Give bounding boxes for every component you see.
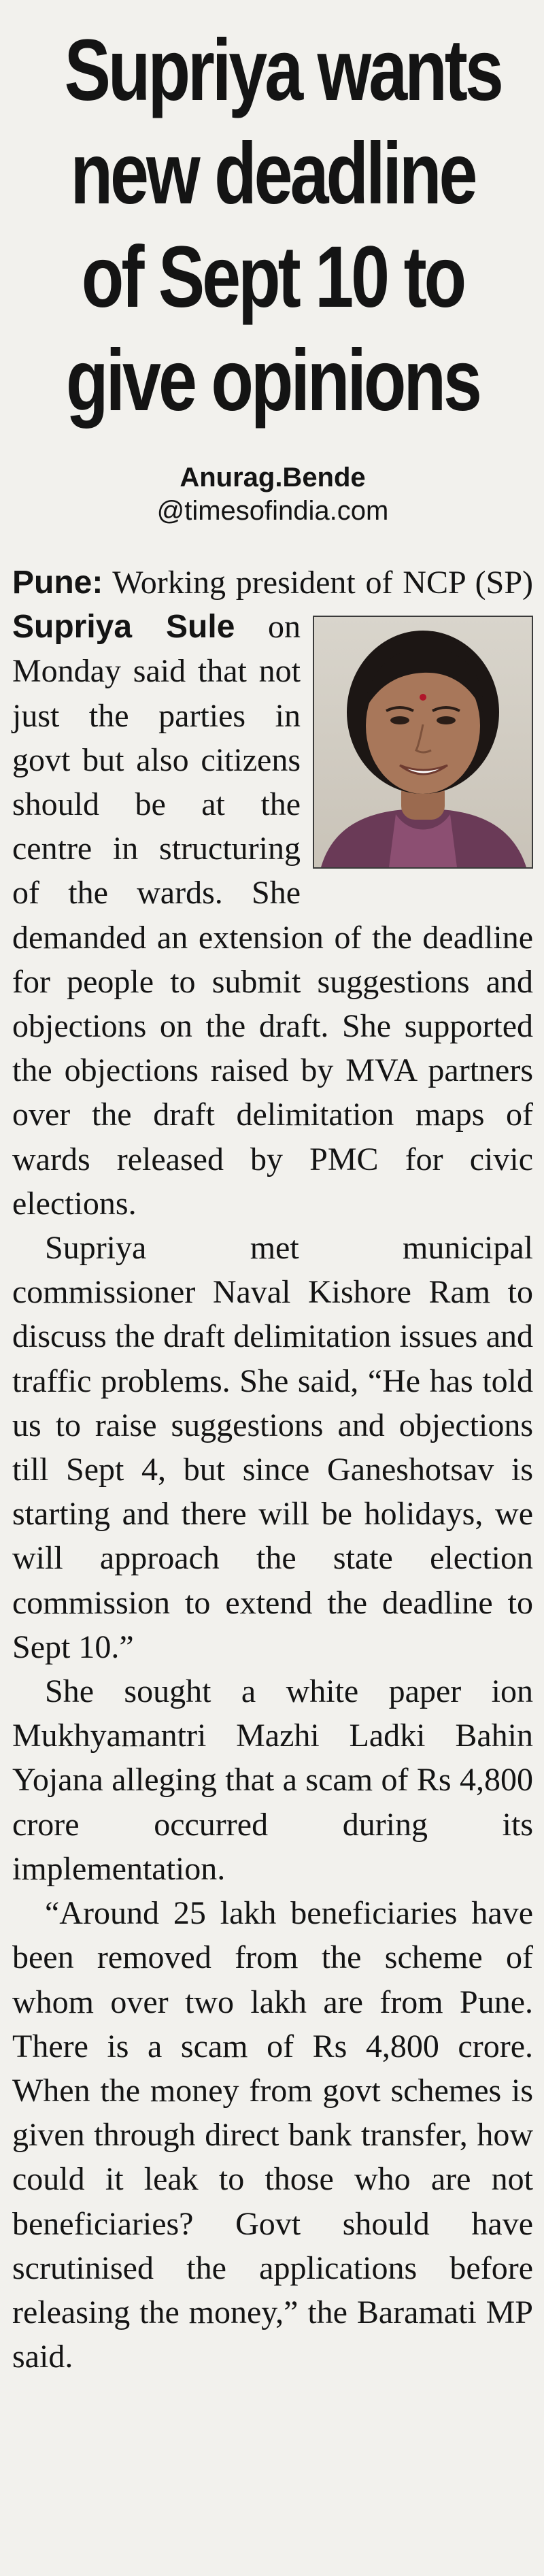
article-paragraph: “Around 25 lakh beneficiaries have been removed from the scheme of whom over two lakh are from Pune. There is a scam of Rs 4,800 crore. When the money from govt schemes is given through direct bank transfer, how could it leak to those who are not beneficiaries? Govt should have scrutinised the applications before releasing the money,” the Baramati MP said. (12, 1895, 533, 2375)
headline (64, 19, 501, 433)
article-paragraph: Supriya met municipal commissioner Naval Kishore Ram to discuss the draft delimitation issues and traffic problems. She said, “He has told us to raise suggestions and objections till Sept 4, but since Ganeshotsav is starting and there will be holidays, we will approach the state election commission to extend the deadline to Sept 10.” (12, 1230, 533, 1665)
byline-email: @timesofindia.com (156, 496, 389, 526)
article-paragraph (12, 561, 533, 1226)
portrait-photo (313, 616, 533, 869)
article-paragraph: She sought a white paper ion Mukhyamantri Mazhi Ladki Bahin Yojana alleging that a scam of Rs 4,800 crore occurred during its implementation. (12, 1673, 533, 1887)
byline-author: Anurag.Bende (180, 463, 366, 492)
article-body (12, 561, 533, 2379)
headline-line: of Sept 10 to (81, 229, 464, 326)
woman-portrait-icon (314, 617, 532, 867)
byline (12, 461, 533, 528)
headline-line: give opinions (66, 332, 479, 429)
dateline: Pune: (12, 565, 103, 601)
headline-line: new deadline (70, 125, 475, 222)
paragraph-text: Working president of NCP (SP) (103, 565, 533, 601)
person-name: Supriya Sule (12, 609, 235, 646)
paragraph-text: on Monday said that not just the parties in govt but also citizens should be at the centre in structuring of the wards. She demanded an extension of the deadline for people to submit suggestions and objections on the draft. She supported the objections raised by MVA partners over the draft delimitation maps of wards released by PMC for civic elections. (12, 609, 533, 1222)
headline-line: Supriya wants (64, 22, 501, 119)
